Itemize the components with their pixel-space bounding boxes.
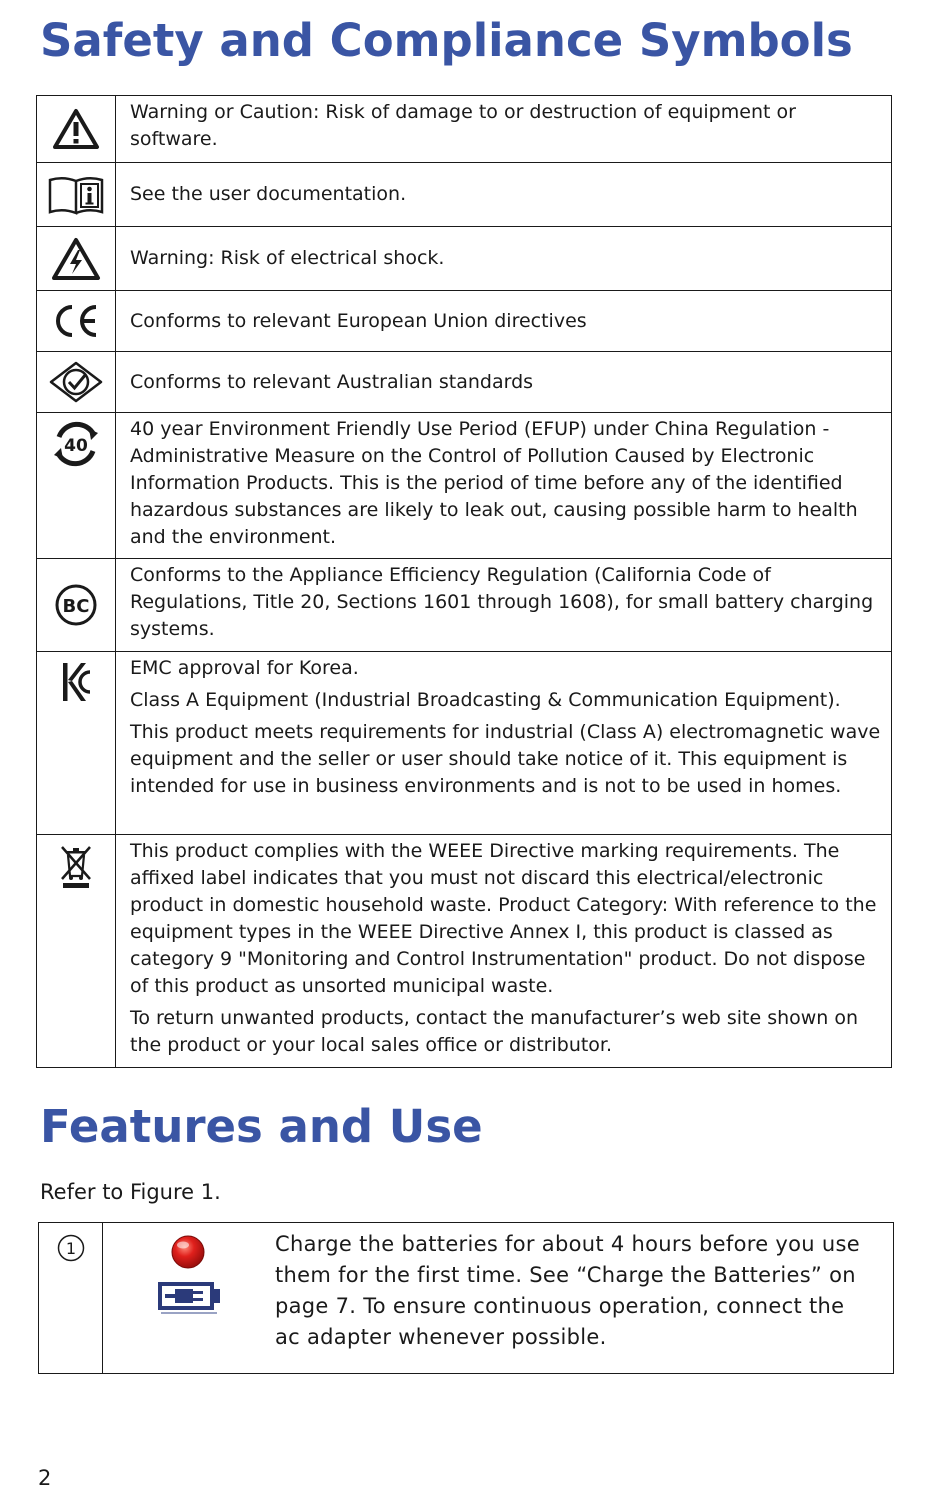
symbol-cell [37, 559, 116, 652]
paragraph: Class A Equipment (Industrial Broadcasting & Communication Equipment). [130, 689, 841, 711]
symbol-description: Conforms to the Appliance Efficiency Regulation (California Code of Regulations, Title 20, Sections 1601 through 1608), for small battery charging systems. [116, 559, 892, 652]
kc-mark-icon [59, 660, 93, 704]
symbol-cell [37, 652, 116, 835]
table-row [37, 96, 892, 163]
paragraph: To return unwanted products, contact the manufacturer’s web site shown on the product or your local sales office or distributor. [130, 1007, 859, 1056]
red-led-icon [155, 1233, 223, 1271]
section-title-features: Features and Use [40, 1100, 483, 1153]
table-row [37, 652, 892, 835]
symbol-description: Warning: Risk of electrical shock. [116, 227, 892, 291]
callout-number: 1 [65, 1239, 77, 1258]
section-title-safety: Safety and Compliance Symbols [40, 14, 853, 67]
symbol-description [116, 652, 892, 835]
symbol-description [116, 835, 892, 1068]
electrical-shock-icon [51, 237, 101, 281]
symbols-table [36, 95, 892, 1068]
svg-text:BC: BC [62, 596, 90, 617]
paragraph: This product complies with the WEEE Directive marking requirements. The affixed label indicates that you must not discard this electrical/electronic product in domestic household waste. Product Category: With reference to the equipment types in the WEEE Directive Annex I, this product is classed as category 9 "Monitoring and Control Instrumentation" product. Do not dispose of this product as unsorted municipal waste. [130, 840, 877, 997]
symbol-cell [37, 291, 116, 352]
feature-body [103, 1223, 894, 1374]
table-row [37, 413, 892, 559]
user-documentation-icon [47, 174, 105, 216]
symbol-description: Warning or Caution: Risk of damage to or destruction of equipment or software. [116, 96, 892, 163]
symbol-cell [37, 413, 116, 559]
symbol-cell [37, 96, 116, 163]
efup-40-icon [51, 421, 101, 467]
symbol-description: Conforms to relevant European Union directives [116, 291, 892, 352]
symbol-cell [37, 835, 116, 1068]
symbol-description: See the user documentation. [116, 163, 892, 227]
ce-mark-icon [51, 303, 101, 339]
table-row [39, 1223, 894, 1374]
table-row [37, 163, 892, 227]
feature-description: Charge the batteries for about 4 hours before you use them for the first time. See “Charge the Batteries” on page 7. To ensure continuous operation, connect the ac adapter whenever possible. [275, 1232, 860, 1349]
table-row [37, 227, 892, 291]
figure-reference: Refer to Figure 1. [40, 1180, 221, 1204]
callout-cell [39, 1223, 103, 1374]
bc-mark-icon [54, 583, 98, 627]
symbol-cell [37, 163, 116, 227]
symbol-cell [37, 352, 116, 413]
table-row [37, 352, 892, 413]
symbol-description: Conforms to relevant Australian standards [116, 352, 892, 413]
feature-icons [155, 1233, 223, 1317]
weee-bin-icon [58, 843, 94, 889]
rcm-mark-icon [49, 361, 103, 403]
features-table [38, 1222, 894, 1374]
paragraph: EMC approval for Korea. [130, 657, 359, 679]
table-row [37, 835, 892, 1068]
svg-text:40: 40 [64, 436, 88, 456]
symbol-description: 40 year Environment Friendly Use Period (EFUP) under China Regulation - Administrative Measure on the Control of Pollution Caused by Electronic Information Products. This is the period of time before any of the identified hazardous substances are likely to leak out, causing possible harm to health and the environment. [116, 413, 892, 559]
battery-charging-icon [155, 1277, 223, 1317]
paragraph: This product meets requirements for industrial (Class A) electromagnetic wave equipment and the seller or user should take notice of it. This equipment is intended for use in business environments and is not to be used in homes. [130, 721, 881, 797]
symbol-cell [37, 227, 116, 291]
table-row [37, 291, 892, 352]
table-row [37, 559, 892, 652]
page-number: 2 [38, 1466, 52, 1490]
callout-number-icon [56, 1233, 86, 1263]
warning-triangle-icon [52, 108, 100, 150]
